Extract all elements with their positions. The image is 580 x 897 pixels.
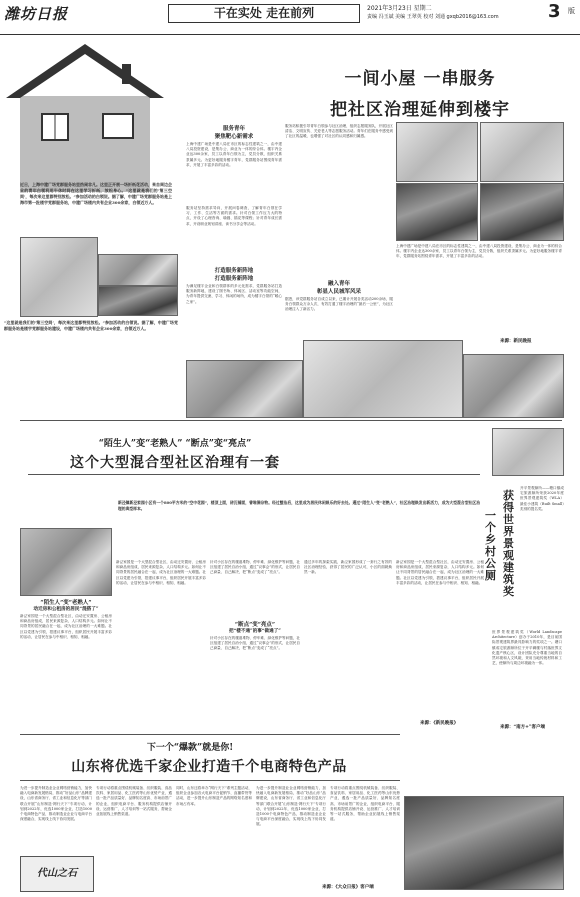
issue-date: 2021年3月23日 星期二 [367, 5, 432, 12]
footer-column-logo: 代山之石 [20, 856, 94, 892]
story3-divider [20, 734, 400, 735]
story4-kicker: 下一个“爆款”就是你! [146, 743, 234, 753]
contact-email: gxqb2016@163.com [446, 14, 499, 20]
story2-title-rule [28, 474, 480, 475]
story2-text-6: 新泾家园是一个大型混合型社区，由动迁安置房、公租房和商品房组成，居民来源复杂，人口结构多元。如何让不同背景的居民融合在一起，成为社区治理的一大难题。社区以党建为引领，搭建议事平台，组织居民开展丰富多彩的活动，让居民在参与中相识、相知、相融。 [396, 560, 484, 585]
masthead [0, 0, 580, 35]
story2-subhead-1b: 动迁房和公租房的居民“混搭了” [33, 607, 99, 612]
story1-photo-activity [480, 183, 564, 241]
story2-column-1 [20, 598, 112, 730]
story3-title-vertical-2: 一个乡村公厕 [485, 509, 496, 582]
story1-house-illustration [0, 36, 178, 194]
story1-title-line1: 一间小屋 一串服务 [344, 69, 496, 89]
story1-photo-library [396, 122, 478, 182]
story3-photo-top [492, 428, 564, 476]
story1-heading-build: 打造服务新阵地 [214, 268, 254, 274]
story3-title-vertical-1: 获得世界景观建筑奖 [503, 489, 514, 598]
story2-lead: 新泾镇新泾家园小区有一个800平方米的“空中花园”，楼顶上面，砖瓦铺面，曾堆满杂物。经过整治后，这里成为居民休闲娱乐的好去处。通过“陌生人”变“老熟人”，社区治理焕发出新活力，成为大型混合型社区治理的典型样本。 [118, 500, 480, 511]
story1-text-3: 为满足楼宇企业和白领群体的多元化需求，党群服务站打造服务新阵地，建设了图书角、休闲区、活动室等功能空间，为青年提供交流、学习、休闲的场所，成为楼宇白领的“暖心之家”。 [186, 284, 282, 304]
story2-column-3 [210, 560, 300, 726]
story2-source: 来源：《新民晚报》 [420, 721, 459, 726]
issue-weekday: 星期二 [413, 5, 432, 12]
page-number: 3 [548, 1, 561, 22]
story2-text-5: 通过多年的探索实践，新泾家园形成了一套行之有效的社区治理经验，获得了居民的广泛认可，小区的面貌焕然一新。 [304, 560, 392, 575]
story1-text-1: 上海中建广场是中建八局在市区的标志性建筑之一，由中建八局投资建设，是集办公、商业为一体的综合体。楼宇内企业达300余家，员工以青年白领为主，党员分散，组织关系隶属多元。为更好地服务楼宇青年，党群服务站围绕青年需求，开展了丰富多彩的活动。 [186, 142, 282, 167]
staff-credits: 责编 冯玉斌 美编 王翠英 校对 刘通 gxqb2016@163.com [367, 14, 499, 20]
story4-text-1: 为进一步提升制造业企业网络营销能力，加快融入电商新发展格局，推动“好品山东”品牌建设，山东省商务厅、省工业和信息化厅等部门联合开展“山东制造·网行天下”专项行动，计划到2022年，优选1000家企业，打造1000个电商特色产品，推动制造业企业与电商平台深度融合，实现线上线下协同发展。 [20, 786, 92, 822]
story2-title: 这个大型混合型社区治理有一套 [70, 455, 280, 471]
page-unit: 版 [568, 7, 575, 15]
story3-photo-toilet [404, 796, 564, 890]
story4-text-3: 同时，山东还将举办“网行天下”系列主题活动，组织企业参加各大电商平台促销节、直播带货等活动，进一步提升山东制造产品的网络知名度和市场占有率。 [176, 786, 252, 806]
story4-source: 来源：《大众日报》客户端 [322, 885, 374, 890]
story2-text-1: 新泾家园是一个大型混合型社区，由动迁安置房、公租房和商品房组成，居民来源复杂，人口结构多元。如何让不同背景的居民融合在一起，成为社区治理的一大难题。社区以党建为引领，搭建议事平台，组织居民开展丰富多彩的活动，让居民在参与中相识、相知、相融。 [20, 614, 112, 639]
story1-headline [280, 64, 560, 120]
story1-heading-build-sub: 打造服务新阵地 [214, 276, 254, 282]
story1-quote: “这里就是我们的‘第三空间’，每次来这里都特别放松。”参加活动的白领说。据了解，中建广场党群服务站是楼宇党群服务站建设，中建广场楼内共有企业300余家，白领近万人。 [4, 320, 178, 331]
story4-title-rule [20, 780, 400, 781]
story1-photo-caption: 近日，上海中建广场党群服务站里热闹非凡。这里正开展一场折纸花活动，来自周边企业的青年白领利用午休时间在这里学习折纸，放松身心。“这里就是我们的‘第三空间’，每次来这里都特别放松。”参加活动的白领说。据了解，中建广场党群服务站是上海市第一批楼宇党群服务站，中建广场楼内共有企业300余家，白领近万人。 [20, 182, 172, 205]
story2-text-3: 针对小区存在的楼道堆物、停车难、绿化维护等问题，社区组建了居民自治小组，通过“议事会”的形式，让居民自己商量、自己解决，把“断点”变成了“亮点”。 [210, 560, 300, 575]
story2-kicker: “陌生人”变“老熟人” “断点”变“亮点” [98, 439, 252, 449]
story2-text-4: 针对小区存在的楼道堆物、停车难、绿化维护等问题，社区组建了居民自治小组，通过“议事会”的形式，让居民自己商量、自己解决，把“断点”变成了“亮点”。 [210, 636, 300, 651]
story4-text-2: 专项行动将重点围绕机械装备、纺织服装、食品饮料、家居用品、化工医药等山东优势产业，遴选一批产品质量好、品牌知名度高、市场前景广的企业，组织电商平台、服务机构提供店铺开设、运营推广、人才培训等一站式服务，帮助企业拓展线上销售渠道。 [96, 786, 172, 817]
story2-photo [20, 528, 112, 596]
story2-subhead-2b: 把“楼不通”的事“做通了” [229, 629, 281, 634]
story3-text-1: 开平景观厕所——塘口镇成宅旅游厕所荣获2020年度世界景观建筑奖（WLA）最佳小建筑（Built Small）类别的提名奖。 [520, 486, 564, 511]
story1-source: 来源：新民晚报 [500, 339, 532, 344]
story1-divider [20, 420, 562, 421]
story2-subhead-2: “断点”变“亮点” [234, 622, 276, 628]
story1-heading-service-sub: 聚焦靶心新需求 [214, 134, 254, 140]
story1-photo-wall [20, 237, 98, 317]
story3-text-2: 世界景观建筑奖（World Landscape Architecture）创办于2010年，是目前国际景观建筑界最具影响力的奖项之一。塘口镇成宅旅游厕所位于开平碉楼与村落世界文化遗产核心区，设计团队充分尊重当地的自然环境和人文风貌，采用当地传统材料和工艺，使厕所与周边环境融为一体。 [492, 630, 562, 666]
story1-column-2 [285, 124, 393, 364]
section-banner: 干在实处 走在前列 [168, 4, 360, 23]
story2-subhead-1: “陌生人”变“老熟人” [40, 600, 92, 606]
story1-heading-service: 服务青年 [222, 126, 245, 132]
story1-title-line2: 把社区治理延伸到楼宇 [330, 100, 510, 120]
newspaper-logo: 潍坊日报 [4, 5, 69, 23]
story4-title: 山东将优选千家企业打造千个电商特色产品 [71, 759, 347, 775]
story1-text-6: 上海中建广场是中建八局在市区的标志性建筑之一，由中建八局投资建设，是集办公、商业为一体的综合体。楼宇内企业达300余家，员工以青年白领为主，党员分散，组织关系隶属多元。为更好地服务楼宇青年，党群服务站围绕青年需求，开展了丰富多彩的活动。 [396, 244, 562, 259]
story1-photo-lounge [98, 286, 178, 316]
story1-photo-room [98, 254, 178, 286]
story4-text-4: 为进一步提升制造业企业网络营销能力，加快融入电商新发展格局，推动“好品山东”品牌建设，山东省商务厅、省工业和信息化厅等部门联合开展“山东制造·网行天下”专项行动，计划到2022年，优选1000家企业，打造1000个电商特色产品，推动制造业企业与电商平台深度融合，实现线上线下协同发展。 [256, 786, 326, 827]
story1-text-5: 据悉，该党群服务站自成立以来，已累计开展各类活动200余场，服务白领群众万余人次，有效打通了楼宇治理的“最后一公里”，为社区治理注入了新活力。 [285, 297, 393, 312]
story1-photo-readers [303, 340, 463, 418]
story1-text-2: 服务站坚持需求导向，开展问卷调查，了解青年白领在学习、工作、生活等方面的需求。针对白领工作压力大的特点，开设了心理咨询、瑜伽、插花等课程；针对青年成长需求，开设职业规划讲座、读书分享会等活动。 [186, 206, 282, 226]
story4-text-5: 专项行动将重点围绕机械装备、纺织服装、食品饮料、家居用品、化工医药等山东优势产业，遴选一批产品质量好、品牌知名度高、市场前景广的企业，组织电商平台、服务机构提供店铺开设、运营推广、人才培训等一站式服务，帮助企业拓展线上销售渠道。 [330, 786, 400, 822]
story2-text-2: 新泾家园是一个大型混合型社区，由动迁安置房、公租房和商品房组成，居民来源复杂，人口结构多元。如何让不同背景的居民融合在一起，成为社区治理的一大难题。社区以党建为引领，搭建议事平台，组织居民开展丰富多彩的活动，让居民在参与中相识、相知、相融。 [116, 560, 206, 585]
story1-column-1 [186, 124, 282, 364]
story1-photo-bookshelf [480, 122, 564, 182]
story1-text-4: 服务站积极引导青年白领参与社区治理，组织志愿服务队，开展社区清洁、文明宣传、关爱老人等志愿服务活动。青年们在服务中感受到了社区的温暖，也增强了对社区的认同感和归属感。 [285, 124, 393, 139]
story1-photo-group [186, 360, 303, 418]
story1-photo-meeting [396, 183, 478, 241]
story1-photo-hall [463, 354, 564, 418]
story1-heading-integrate-sub: 彰显人民城军风采 [316, 289, 361, 295]
story3-source: 来源：“南方+”客户端 [500, 725, 545, 730]
story1-heading-integrate: 融入青年 [327, 281, 350, 287]
